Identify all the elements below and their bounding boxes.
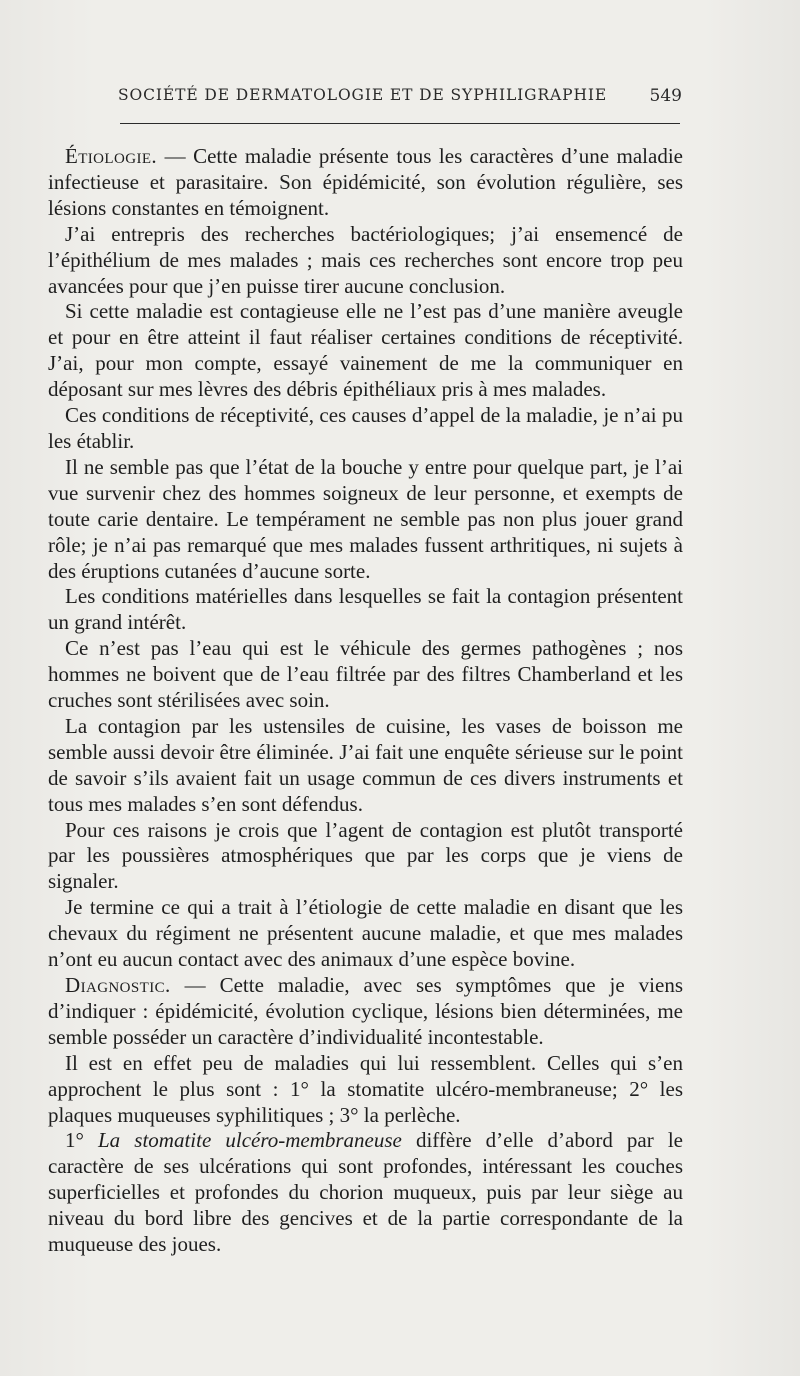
paragraph-text: diffère d’elle d’abord par le caractère de ses ulcérations qui sont profondes, intéressant les couches superficielles et profondes du chorion muqueux, puis par leur siège au niveau du bord libre des gencives et de la partie correspondante de la muqueuse des joues. xyxy=(48,1128,683,1257)
paragraph-text: — Cette maladie présente tous les caractères d’une maladie infectieuse et parasitaire. Son épidémicité, son évolution régulière, ses lésions constantes en témoignent. xyxy=(48,144,683,220)
running-title: SOCIÉTÉ DE DERMATOLOGIE ET DE SYPHILIGRAPHIE xyxy=(118,86,608,104)
paragraph: Pour ces raisons je crois que l’agent de contagion est plutôt transporté par les poussières atmosphériques que par les corps que je viens de signaler. xyxy=(48,817,683,894)
paragraph: Il ne semble pas que l’état de la bouche y entre pour quelque part, je l’ai vue survenir chez des hommes soigneux de leur personne, et exempts de toute carie dentaire. Le tempérament ne semble pas non plus jouer grand rôle; je n’ai pas remarqué que mes malades fussent arthritiques, ni sujets à des éruptions cutanées d’aucune sorte. xyxy=(48,454,683,583)
paragraph: Je termine ce qui a trait à l’étiologie de cette maladie en disant que les chevaux du régiment ne présentent aucune maladie, et que mes malades n’ont eu aucun contact avec des animaux d’une espèce bovine. xyxy=(48,895,683,972)
paragraph: Si cette maladie est contagieuse elle ne l’est pas d’une manière aveugle et pour en être atteint il faut réaliser certaines conditions de réceptivité. J’ai, pour mon compte, essayé vainement de me la communiquer en déposant sur mes lèvres des débris épithéliaux pris à mes malades. xyxy=(48,299,683,402)
page-header xyxy=(118,86,682,116)
paragraph-diagnostic xyxy=(48,973,683,1051)
section-label-diagnostic: Diagnostic. xyxy=(65,973,171,997)
paragraph-etiologie xyxy=(48,144,683,222)
page-number: 549 xyxy=(649,86,682,106)
list-number: 1° xyxy=(65,1128,98,1153)
paragraph: Il est en effet peu de maladies qui lui ressemblent. Celles qui s’en approchent le plus sont : 1° la stomatite ulcéro-membraneuse; 2° les plaques muqueuses syphilitiques ; 3° la perlèche. xyxy=(48,1050,683,1127)
paragraph: Ce n’est pas l’eau qui est le véhicule des germes pathogènes ; nos hommes ne boivent que de l’eau filtrée par des filtres Chamberland et les cruches sont stérilisées avec soin. xyxy=(48,636,683,713)
body-text xyxy=(48,144,683,1258)
italic-term: La stomatite ulcéro-membraneuse xyxy=(98,1128,402,1153)
header-rule xyxy=(120,123,680,124)
paragraph: La contagion par les ustensiles de cuisine, les vases de boisson me semble aussi devoir être éliminée. J’ai fait une enquête sérieuse sur le point de savoir s’ils avaient fait un usage commun de ces divers instruments et tous mes malades s’en sont défendus. xyxy=(48,713,683,816)
paragraph-text: — Cette maladie, avec ses symptômes que je viens d’indiquer : épidémicité, évolution cyclique, lésions bien déterminées, me semble posséder un caractère d’individualité incontestable. xyxy=(48,973,683,1049)
paragraph: J’ai entrepris des recherches bactériologiques; j’ai ensemencé de l’épithélium de mes malades ; mais ces recherches sont encore trop peu avancées pour que j’en puisse tirer aucune conclusion. xyxy=(48,221,683,298)
paragraph: Les conditions matérielles dans lesquelles se fait la contagion présentent un grand intérêt. xyxy=(48,584,683,635)
paragraph: Ces conditions de réceptivité, ces causes d’appel de la maladie, je n’ai pu les établir. xyxy=(48,403,683,453)
paragraph-stomatite xyxy=(48,1128,683,1258)
section-label-etiologie: Étiologie. xyxy=(65,144,158,168)
